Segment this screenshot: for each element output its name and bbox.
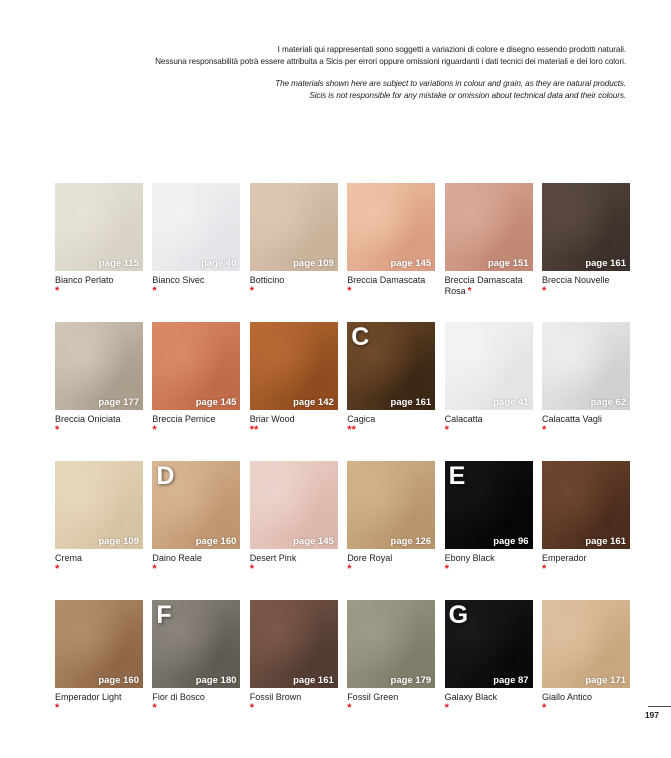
material-name [55, 414, 143, 425]
material-name-text: Breccia Oniciata [55, 414, 121, 424]
price-stars: * [152, 702, 157, 714]
price-stars: ** [347, 424, 356, 436]
page-reference: page 171 [585, 675, 626, 686]
material-swatch[interactable] [55, 461, 143, 549]
material-item[interactable] [250, 322, 338, 436]
material-item[interactable] [55, 461, 143, 575]
material-name-text: Crema [55, 553, 83, 563]
page-reference: page 62 [590, 397, 626, 408]
material-swatch[interactable] [250, 183, 338, 271]
page-reference: page 151 [487, 258, 529, 269]
price-stars: * [249, 563, 255, 575]
material-swatch[interactable] [542, 600, 630, 688]
page-reference: page 145 [195, 397, 237, 408]
material-item[interactable] [55, 183, 143, 297]
page-reference: page 40 [201, 258, 237, 269]
material-swatch[interactable] [347, 322, 435, 410]
price-stars: * [467, 286, 472, 297]
material-swatch[interactable] [542, 322, 630, 410]
material-name [152, 692, 240, 703]
material-item[interactable] [347, 183, 435, 297]
material-swatch[interactable] [55, 183, 143, 271]
material-name-text: Dore Royal [347, 553, 393, 563]
alphabet-letter: G [448, 601, 469, 629]
material-swatch[interactable] [152, 322, 240, 410]
disclaimer-line: Sicis is not responsible for any mistake or omission about technical data and their colours. [309, 90, 626, 100]
material-item[interactable] [445, 600, 533, 714]
material-name-text: Emperador [542, 553, 587, 563]
disclaimer-line: The materials shown here are subject to variations in colour and grain, as they are natural products. [275, 79, 626, 88]
material-item[interactable] [445, 183, 533, 297]
page-reference: page 145 [390, 258, 432, 269]
material-name-line2 [445, 286, 533, 297]
material-name [542, 414, 630, 425]
material-name-text: Giallo Antico [542, 692, 593, 702]
price-stars: * [347, 702, 352, 714]
material-name-text: Desert Pink [249, 553, 297, 563]
page-number-rule [648, 706, 671, 707]
material-swatch[interactable] [347, 183, 435, 271]
material-swatch[interactable] [445, 322, 533, 410]
material-item[interactable] [55, 322, 143, 436]
material-item[interactable] [55, 600, 143, 714]
material-name-text: Fossil Green [347, 692, 399, 702]
price-stars: * [542, 563, 547, 575]
material-swatch[interactable] [152, 183, 240, 271]
material-name-text: Calacatta Vagli [542, 414, 602, 424]
disclaimer-english [275, 78, 626, 101]
material-name [445, 414, 533, 425]
material-item[interactable] [542, 183, 630, 297]
material-name [542, 553, 630, 564]
material-item[interactable] [445, 461, 533, 575]
material-name-text: Calacatta [444, 414, 483, 424]
material-name [152, 553, 240, 564]
material-swatch[interactable] [55, 322, 143, 410]
material-item[interactable] [347, 461, 435, 575]
disclaimer-line: Nessuna responsabilità potrà essere attribuita a Sicis per errori oppure omissioni riguardanti i dati tecnici dei materiali e dei loro colori. [155, 56, 626, 66]
page-reference: page 180 [195, 675, 237, 686]
alphabet-letter: D [156, 462, 175, 490]
price-stars: * [249, 285, 255, 297]
price-stars: * [152, 285, 157, 297]
price-stars: * [542, 424, 547, 436]
page-number: 197 [644, 710, 659, 720]
page-reference: page 161 [585, 258, 626, 269]
page-reference: page 161 [585, 536, 626, 547]
material-name-text: Rosa [444, 286, 466, 296]
material-swatch[interactable] [445, 600, 533, 688]
price-stars: * [55, 285, 60, 297]
material-swatch[interactable] [152, 461, 240, 549]
material-item[interactable] [152, 322, 240, 436]
material-swatch[interactable] [250, 322, 338, 410]
price-stars: * [542, 285, 547, 297]
page-reference: page 87 [493, 675, 529, 686]
material-item[interactable] [347, 322, 435, 436]
material-item[interactable] [152, 461, 240, 575]
price-stars: * [55, 563, 60, 575]
price-stars: * [444, 424, 449, 436]
material-name [152, 275, 240, 286]
material-name [445, 692, 533, 703]
material-name-text: Briar Wood [249, 414, 295, 424]
material-name [250, 275, 338, 286]
page-reference: page 109 [293, 258, 334, 269]
material-name-text: Fior di Bosco [152, 692, 205, 702]
material-name [347, 692, 435, 703]
price-stars: * [347, 563, 352, 575]
material-name [152, 414, 240, 425]
material-name [347, 275, 435, 286]
page-reference: page 179 [390, 675, 432, 686]
material-name [250, 414, 338, 425]
material-swatch[interactable] [250, 600, 338, 688]
material-swatch[interactable] [542, 183, 630, 271]
material-item[interactable] [445, 322, 533, 436]
material-item[interactable] [152, 600, 240, 714]
price-stars: ** [249, 424, 259, 436]
material-name [55, 692, 143, 703]
price-stars: * [55, 424, 60, 436]
material-name-text: Ebony Black [444, 553, 495, 563]
page-reference: page 109 [98, 536, 139, 547]
material-item[interactable] [542, 600, 630, 714]
material-swatch[interactable] [347, 461, 435, 549]
price-stars: * [55, 702, 60, 714]
price-stars: * [152, 424, 157, 436]
material-swatch[interactable] [152, 600, 240, 688]
material-item[interactable] [152, 183, 240, 297]
material-item[interactable] [250, 461, 338, 575]
alphabet-letter: E [448, 462, 466, 490]
page-reference: page 142 [293, 397, 334, 408]
price-stars: * [444, 702, 449, 714]
material-name-text: Breccia Damascata [444, 275, 523, 285]
page-reference: page 145 [293, 536, 334, 547]
material-swatch[interactable] [347, 600, 435, 688]
material-name-text: Botticino [249, 275, 285, 285]
material-name-text: Bianco Sivec [152, 275, 205, 285]
material-name-text: Daino Reale [152, 553, 202, 563]
material-swatch[interactable] [445, 461, 533, 549]
page-reference: page 161 [293, 675, 334, 686]
page-reference: page 161 [390, 397, 432, 408]
material-swatch[interactable] [250, 461, 338, 549]
material-name [542, 692, 630, 703]
material-name-text: Fossil Brown [249, 692, 302, 702]
material-name [250, 692, 338, 703]
page-reference: page 115 [98, 258, 139, 269]
material-name [55, 553, 143, 564]
material-name-text: Breccia Damascata [347, 275, 426, 285]
material-name-text: Emperador Light [55, 692, 122, 702]
material-item[interactable] [542, 461, 630, 575]
material-name [445, 553, 533, 564]
material-name-text: Galaxy Black [444, 692, 498, 702]
material-name-text: Breccia Nouvelle [542, 275, 610, 285]
disclaimer-line: I materiali qui rappresentati sono soggetti a variazioni di colore e disegno essendo prodotti naturali. [277, 45, 626, 54]
alphabet-letter: F [156, 601, 172, 629]
price-stars: * [152, 563, 157, 575]
price-stars: * [542, 702, 547, 714]
material-item[interactable] [542, 322, 630, 436]
material-name [347, 553, 435, 564]
page-reference: page 160 [98, 675, 139, 686]
page-reference: page 96 [493, 536, 529, 547]
material-item[interactable] [250, 183, 338, 297]
material-swatch[interactable] [445, 183, 533, 271]
price-stars: * [347, 285, 352, 297]
material-name [250, 553, 338, 564]
material-name-text: Breccia Pernice [152, 414, 216, 424]
material-swatch[interactable] [55, 600, 143, 688]
page-reference: page 41 [493, 397, 529, 408]
material-name [542, 275, 630, 286]
page-reference: page 160 [195, 536, 237, 547]
material-item[interactable] [347, 600, 435, 714]
material-name [347, 414, 435, 425]
material-name-text: Bianco Perlato [55, 275, 114, 285]
material-swatch[interactable] [542, 461, 630, 549]
material-name-text: Cagica [347, 414, 376, 424]
page-reference: page 126 [390, 536, 432, 547]
price-stars: * [249, 702, 255, 714]
material-name [55, 275, 143, 286]
page-reference: page 177 [98, 397, 139, 408]
alphabet-letter: C [351, 323, 370, 351]
disclaimer-italian [155, 44, 626, 67]
material-name [445, 275, 533, 286]
material-item[interactable] [250, 600, 338, 714]
price-stars: * [444, 563, 449, 575]
